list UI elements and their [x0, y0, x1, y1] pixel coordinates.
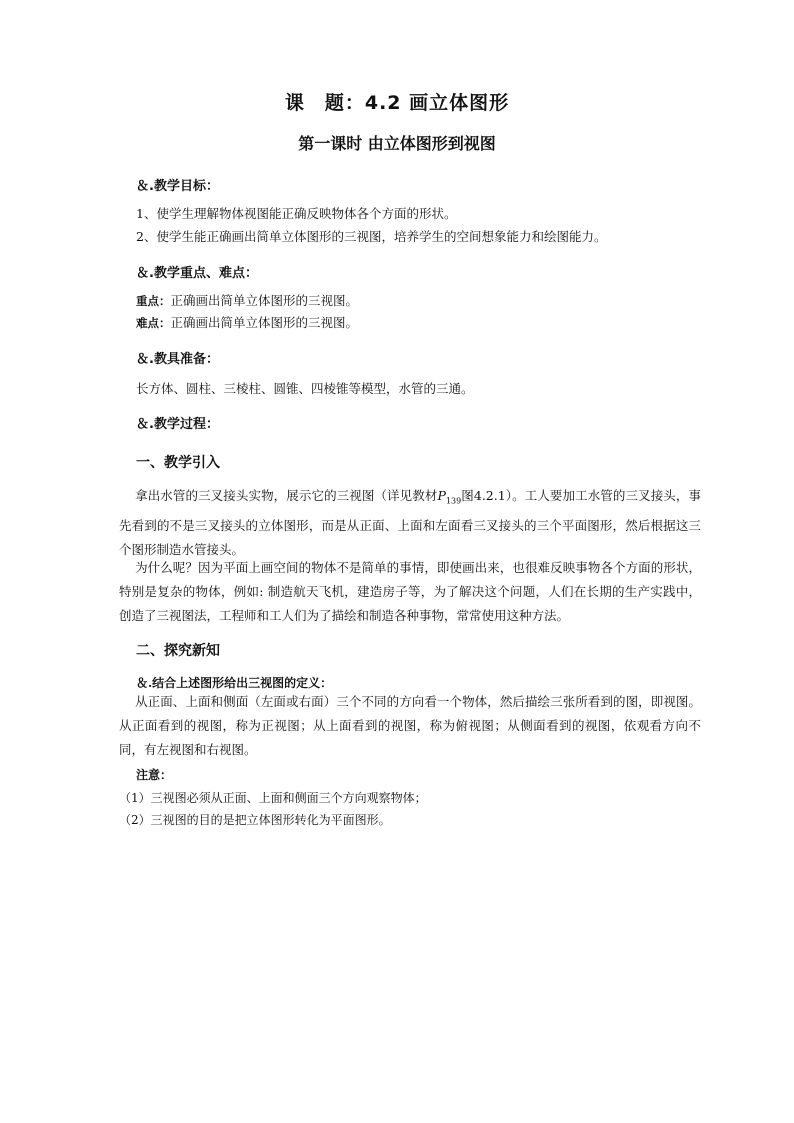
lesson-title: 课 题：4.2 画立体图形: [284, 92, 510, 114]
section1-heading: 一、教学引入: [136, 455, 220, 471]
lesson-subtitle: 第一课时 由立体图形到视图: [298, 134, 496, 153]
definition-subheading: ＆.结合上述图形给出三视图的定义：: [136, 676, 333, 690]
note-item-1: （1）三视图必须从正面、上面和侧面三个方向观察物体；: [119, 791, 427, 805]
goal-item-2: 2、使学生能正确画出简单立体图形的三视图，培养学生的空间想象能力和绘图能力。: [136, 229, 607, 244]
key-label: 重点：: [136, 294, 171, 308]
keypoints-heading: ＆.教学重点、难点：: [136, 266, 258, 281]
difficult-label: 难点：: [136, 316, 171, 330]
note-label: 注意：: [136, 768, 173, 782]
textbook-page-number: 139: [445, 496, 462, 506]
section1-para1-b: 图4.2.1）。工人要加工水管的三叉接头，事先看到的不是三叉接头的立体图形，而是从正面、上面和左面看三叉接头的三个平面图形，然后根据这三个图形制造水管接头。: [119, 488, 701, 557]
section1-paragraph2: [119, 556, 701, 628]
definition-text: 从正面、上面和侧面（左面或右面）三个不同的方向看一个物体，然后描绘三张所看到的图，即视图。从正面看到的视图，称为正视图；从上面看到的视图，称为俯视图；从侧面看到的视图，依观看方向不同，有左视图和右视图。: [119, 694, 701, 757]
tools-heading: ＆.教具准备：: [136, 352, 219, 367]
process-heading: ＆.教学过程：: [136, 417, 219, 432]
goals-heading: ＆.教学目标：: [136, 179, 219, 194]
key-point: [136, 292, 358, 310]
definition-paragraph: [119, 690, 701, 762]
section1-para2-text: 为什么呢？因为平面上画空间的物体不是简单的事情，即使画出来，也很难反映事物各个方面的形状，特别是复杂的物体，例如: 制造航天飞机，建造房子等，为了解决这个问题，人们在长期的生产实践中，创造了三视图法，工程师和工人们为了描绘和制造各种事物，常常使用这种方法。: [119, 560, 701, 623]
difficult-text: 正确画出简单立体图形的三视图。: [170, 315, 359, 330]
section2-heading: 二、探究新知: [136, 643, 220, 659]
textbook-page-symbol: P: [437, 488, 446, 503]
goal-item-1: 1、使学生理解物体视图能正确反映物体各个方面的形状。: [136, 206, 457, 221]
tools-text: 长方体、圆柱、三棱柱、圆锥、四棱锥等模型，水管的三通。: [136, 381, 474, 396]
difficult-point: [136, 314, 358, 332]
section1-paragraph1: [119, 484, 701, 562]
section1-para1-a: 拿出水管的三叉接头实物，展示它的三视图（详见教材: [135, 488, 438, 503]
note-item-2: （2）三视图的目的是把立体图形转化为平面图形。: [119, 813, 391, 827]
key-text: 正确画出简单立体图形的三视图。: [170, 293, 359, 308]
